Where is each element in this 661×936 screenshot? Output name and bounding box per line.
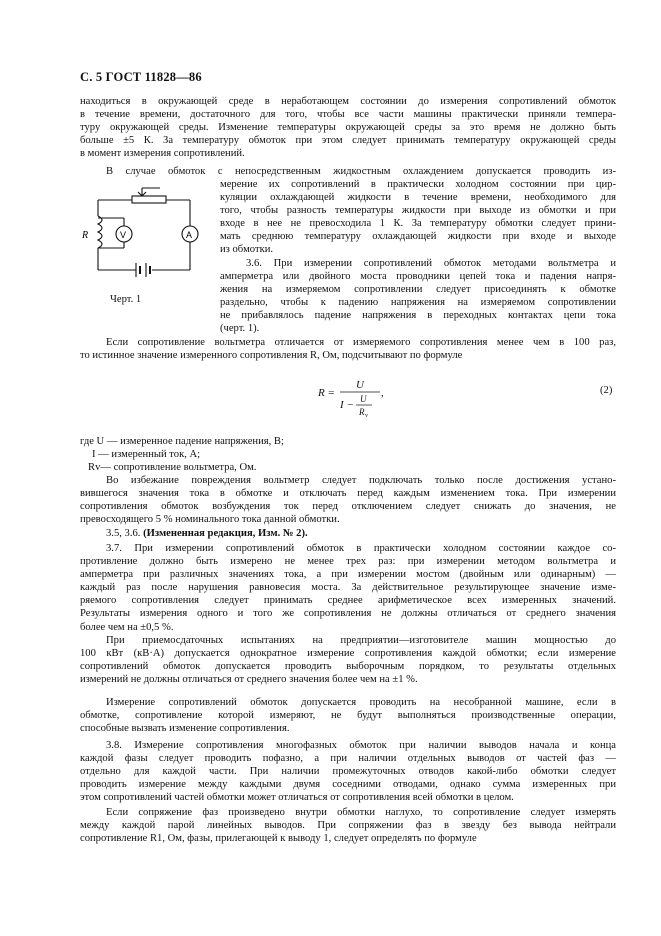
- circuit-diagram: [78, 184, 210, 280]
- text-line: обмотке, сопротивление которой измеряют, не будут выполняться производственные операции,: [80, 710, 616, 722]
- paragraph-2-first-line: [106, 165, 616, 178]
- text-line: ряемого сопротивления следует принимать среднее арифметическое всех измеренных значений.: [80, 595, 616, 607]
- text-line: из обмотки.: [220, 244, 274, 256]
- text-line: Во избежание повреждения вольтметр следует подключать только после достижения устано-: [106, 475, 616, 486]
- text-line: амперметра при различных значениях тока, а при измерении мостом (двойным или одинарным) —: [80, 569, 616, 581]
- text-line: При приемосдаточных испытаниях на предприятии—изготовителе машин мощностью до: [106, 635, 616, 646]
- text-line: проводить измерение между каждыми двумя соседними отводами, однако сумма измеренных при: [80, 779, 616, 791]
- text-line: сопротивления обмоток возбуждения ток перед отключением следует снижать до значения, не: [80, 501, 616, 513]
- text-line: каждой фазы следует проводить пофазно, а при наличии отдельных выводов от частей фаз —: [80, 753, 616, 765]
- text-line: между каждой парой линейных выводов. При сопряжении фаз в звезду без вывода нейтрали: [80, 820, 616, 832]
- text-line: куляции охлаждающей жидкости в течение времени, необходимого для: [220, 192, 616, 204]
- text-line: Если сопротивление вольтметра отличается от измеряемого сопротивления менее чем в 100 раз,: [106, 337, 616, 348]
- text-line: более чем на ±0,5 %.: [80, 621, 174, 633]
- label-v: V: [120, 230, 127, 240]
- formula-lhs: R =: [318, 387, 335, 399]
- text-line: мерение их сопротивлений в практически холодном состоянии при цир-: [220, 179, 616, 190]
- paragraph-3-8: [80, 739, 616, 804]
- text-line: жения на измеряемом сопротивлении следует присоединять к обмотке: [220, 284, 616, 296]
- paragraph-10: [80, 806, 616, 845]
- text-line: 3.6. При измерении сопротивлений обмоток методами вольтметра и: [246, 258, 616, 269]
- edit-note: [106, 527, 506, 540]
- text-line: сопротивлений обмоток допускается проводить выборочным порядком, то результаты отдельных: [80, 661, 616, 673]
- text-line: больше ±5 К. За температуру обмоток при этом следует принимать температуру окружающей среды: [80, 135, 616, 147]
- text-line: (черт. 1).: [220, 323, 260, 335]
- text-line: измерений не должны отличаться от среднего значения более чем на ±1 %.: [80, 674, 418, 686]
- formula-2: [318, 378, 388, 426]
- text-line: противление должно быть измерено не менее трех раз: при измерении методом вольтметра и: [80, 556, 616, 568]
- text-line: В случае обмоток с непосредственным жидкостным охлаждением допускается проводить из-: [106, 166, 616, 177]
- text-line: каждый раз после нарушения равновесия моста. За действительное результирующее значение изме-: [80, 582, 616, 594]
- text-line: I — измеренный ток, А;: [92, 449, 201, 461]
- paragraph-5: [80, 474, 616, 526]
- figure-caption: Черт. 1: [110, 294, 142, 305]
- text-line: вившегося значения тока в обмотке и отключать перед каждым изменением тока. При измерении: [80, 488, 616, 500]
- equation-number: (2): [600, 385, 613, 396]
- text-line: то истинное значение измеренного сопротивления R, Ом, подсчитывают по формуле: [80, 350, 463, 362]
- paragraph-1: [80, 95, 616, 160]
- text-line: где U — измеренное падение напряжения, В;: [80, 436, 284, 447]
- text-line: Rv— сопротивление вольтметра, Ом.: [88, 462, 257, 474]
- formula-den-num: U: [360, 394, 367, 404]
- page-header: С. 5 ГОСТ 11828—86: [80, 70, 202, 84]
- paragraph-2-wrapped: [220, 178, 616, 257]
- text-line: амперметра или двойного моста проводники цепей тока и падения напря-: [220, 271, 616, 283]
- paragraph-7: [80, 634, 616, 686]
- text-line: 100 кВт (кВ·А) допускается однократное измерение сопротивления каждой обмотки; если измерение: [80, 648, 616, 660]
- text-line: в момент измерения сопротивлений.: [80, 148, 245, 160]
- text-line: того, чтобы разность температуры жидкости при выходе из обмотки и при: [220, 205, 616, 217]
- text-line: Измерение сопротивлений обмоток допускается проводить на несобранной машине, если в: [106, 697, 616, 708]
- paragraph-3-6: [220, 257, 616, 336]
- text-line: 3.8. Измерение сопротивления многофазных обмоток при наличии выводов начала и конца: [106, 740, 616, 751]
- paragraph-8: [80, 696, 616, 735]
- label-r: R: [82, 230, 89, 241]
- formula-den-den: R: [359, 407, 365, 417]
- text-line: входе в нее не превосходила 1 К. За температуру обмотки следует прини-: [220, 218, 616, 230]
- text-line: не прибавлялось падение напряжения в переходных контактах цепи тока: [220, 310, 616, 322]
- text-line: находиться в окружающей среде в неработающем состоянии до измерения сопротивлений обмоток: [80, 96, 616, 107]
- edit-note-prefix: 3.5, 3.6.: [106, 528, 144, 539]
- where-block: [80, 435, 480, 474]
- text-line: в течение времени, достаточного для того, чтобы все части машины практически приняли темпера-: [80, 109, 616, 121]
- text-line: сопротивление R1, Ом, фазы, прилегающей к выводу 1, следует определять по формуле: [80, 833, 477, 845]
- text-line: этом сопротивлений частей обмотки может отличаться от сопротивления всей обмотки в целом.: [80, 792, 514, 804]
- text-line: мать среднюю температуру охлаждающей жидкости при входе и выходе: [220, 231, 616, 243]
- text-line: [106, 527, 506, 540]
- edit-note-bold: (Измененная редакция, Изм. № 2).: [143, 528, 308, 539]
- formula-den-sub: v: [365, 413, 368, 419]
- text-line: отдельно для каждой части. При наличии промежуточных отводов какой-либо обмотки следует: [80, 766, 616, 778]
- formula-num: U: [356, 379, 364, 391]
- formula-tail: ,: [381, 387, 384, 399]
- formula-den-left: I −: [340, 399, 354, 411]
- paragraph-3-7: [80, 542, 616, 634]
- text-line: превосходящего 5 % номинального тока данной обмотки.: [80, 514, 340, 526]
- text-line: 3.7. При измерении сопротивлений обмоток в практически холодном состоянии каждое со-: [106, 543, 616, 554]
- paragraph-4: [80, 336, 616, 362]
- text-line: туру окружающей среды. Изменение температуры окружающей среды за это время не должно быть: [80, 122, 616, 134]
- text-line: раздельно, чтобы к падению напряжения на измеряемом сопротивлении: [220, 297, 616, 309]
- text-line: Если сопряжение фаз произведено внутри обмотки наглухо, то сопротивление следует измерять: [106, 807, 616, 818]
- text-line: способные вызвать изменение сопротивления.: [80, 723, 290, 735]
- label-a: A: [186, 230, 193, 240]
- text-line: Результаты измерения одного и того же сопротивления не должны отличаться от среднего значения: [80, 608, 616, 620]
